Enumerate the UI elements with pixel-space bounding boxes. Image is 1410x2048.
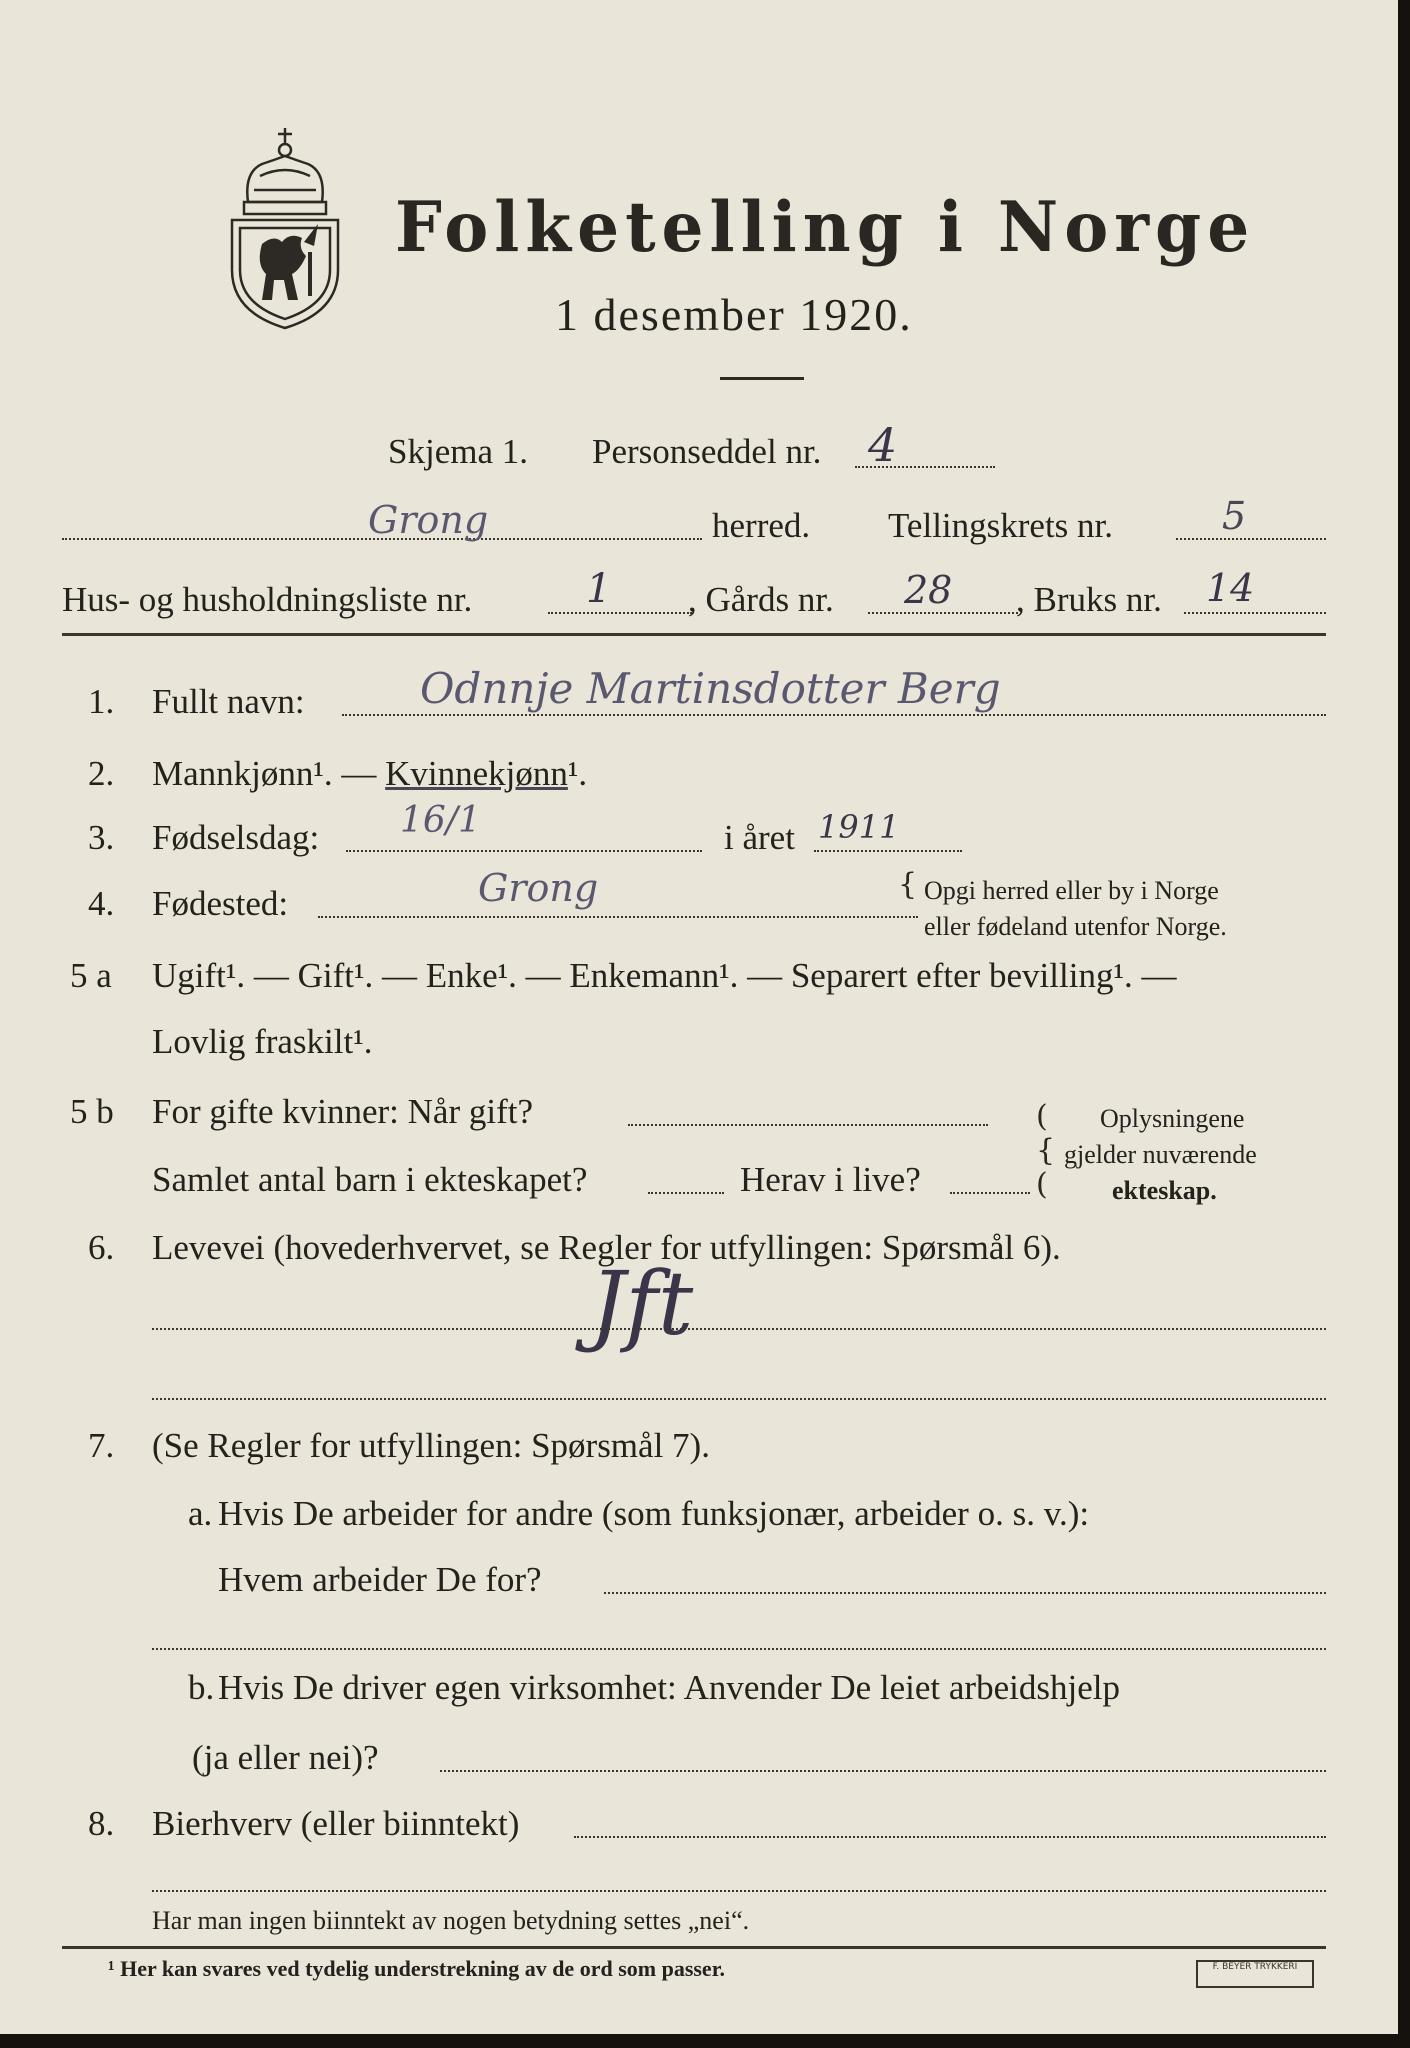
q5b-note-line3: ekteskap. [1112,1176,1217,1205]
q5b-children-alive: Herav i live? [740,1160,921,1199]
q5b-children-count: Samlet antal barn i ekteskapet? [152,1160,588,1199]
q7a-letter: a. [188,1494,213,1533]
q4-note-line2: eller fødeland utenfor Norge. [924,912,1227,941]
q5a-number: 5 a [70,956,112,995]
bruks-label: , Bruks nr. [1016,580,1162,619]
tellingskrets-line [1176,538,1326,540]
q2-suffix: ¹. [567,754,588,793]
q8-number: 8. [88,1804,115,1843]
q7-number: 7. [88,1426,115,1465]
q7b-letter: b. [188,1668,215,1707]
female-option-underlined[interactable]: Kvinnekjønn [385,754,568,793]
personseddel-value[interactable]: 4 [868,418,898,472]
q1-number: 1. [88,682,115,721]
q7b-question: Hvis De driver egen virksomhet: Anvender De leiet arbeidshjelp [218,1668,1120,1707]
bruks-line [1184,612,1326,614]
scan-edge-right [1398,0,1410,2048]
form-date: 1 desember 1920. [555,289,913,340]
norwegian-coat-of-arms-icon [222,124,348,332]
children-alive-line [950,1192,1030,1194]
form-title: Folketelling i Norge [395,186,1256,268]
q1-label: Fullt navn: [152,682,305,721]
gards-line [868,612,1018,614]
q7-label: (Se Regler for utfyllingen: Spørsmål 7). [152,1426,710,1465]
q5b-brace: ( { ( [1036,1099,1056,1202]
side-income-line [574,1836,1326,1838]
q2-number: 2. [88,754,115,793]
occupation-line-1 [152,1328,1326,1330]
q4-note-line1: Opgi herred eller by i Norge [924,876,1219,905]
q6-number: 6. [88,1228,115,1267]
full-name-value[interactable]: Odnnje Martinsdotter Berg [420,664,1001,713]
skjema-label: Skjema 1. [388,432,528,471]
employer-line-2 [152,1648,1326,1650]
q1-line [342,714,1326,716]
occupation-value[interactable]: Jft [590,1252,694,1355]
hus-value[interactable]: 1 [586,566,612,612]
occupation-line-2 [152,1398,1326,1400]
herred-value[interactable]: Grong [368,498,489,542]
birth-year-value[interactable]: 1911 [818,808,900,846]
hired-help-line [440,1770,1326,1772]
footnote: ¹ Her kan svares ved tydelig understrekning av de ord som passer. [108,1956,725,1981]
year-label: i året [724,818,795,857]
q5b-number: 5 b [70,1092,114,1131]
q4-number: 4. [88,884,115,923]
footer-divider [62,1946,1326,1949]
gards-value[interactable]: 28 [904,568,953,612]
q8-label: Bierhverv (eller biinntekt) [152,1804,520,1843]
children-count-line [648,1192,724,1194]
birthday-value[interactable]: 16/1 [400,800,481,841]
marital-status-options[interactable]: Ugift¹. — Gift¹. — Enke¹. — Enkemann¹. — Separert efter bevilling¹. — [152,956,1177,995]
q3-label: Fødselsdag: [152,818,320,857]
bruks-value[interactable]: 14 [1206,566,1255,610]
male-option[interactable]: Mannkjønn¹. — [152,754,386,793]
employer-line [604,1592,1326,1594]
q3-number: 3. [88,818,115,857]
herred-label: herred. [712,506,811,545]
q2-gender [152,754,587,794]
personseddel-label: Personseddel nr. [592,432,822,471]
married-when-line [628,1124,988,1126]
birthplace-line [318,916,918,918]
q7b-answer-label: (ja eller nei)? [192,1738,379,1777]
printer-stamp: F. BEYER TRYKKERI [1196,1960,1314,1988]
birthday-line [346,850,702,852]
q7a-question: Hvis De arbeider for andre (som funksjonær, arbeider o. s. v.): [218,1494,1090,1533]
q5b-note-line1: Oplysningene [1100,1104,1245,1133]
q4-brace: { [898,867,918,902]
q5b-married-when: For gifte kvinner: Når gift? [152,1092,534,1131]
tellingskrets-value[interactable]: 5 [1222,494,1247,538]
gards-label: , Gårds nr. [688,580,834,619]
header-divider [62,633,1326,636]
hus-line [548,612,692,614]
q8-note: Har man ingen biinntekt av nogen betydning settes „nei“. [152,1906,750,1935]
title-divider [720,377,804,380]
q7a-employer-label: Hvem arbeider De for? [218,1560,542,1599]
q6-label: Levevei (hovederhvervet, se Regler for utfyllingen: Spørsmål 6). [152,1228,1061,1267]
marital-status-divorced[interactable]: Lovlig fraskilt¹. [152,1022,373,1061]
birthplace-value[interactable]: Grong [478,866,599,910]
tellingskrets-label: Tellingskrets nr. [888,506,1114,545]
scan-edge-bottom [0,2034,1410,2048]
q4-label: Fødested: [152,884,289,923]
birth-year-line [814,850,962,852]
q5b-note-line2: gjelder nuværende [1064,1140,1257,1169]
side-income-line-2 [152,1890,1326,1892]
hus-label: Hus- og husholdningsliste nr. [62,580,473,619]
